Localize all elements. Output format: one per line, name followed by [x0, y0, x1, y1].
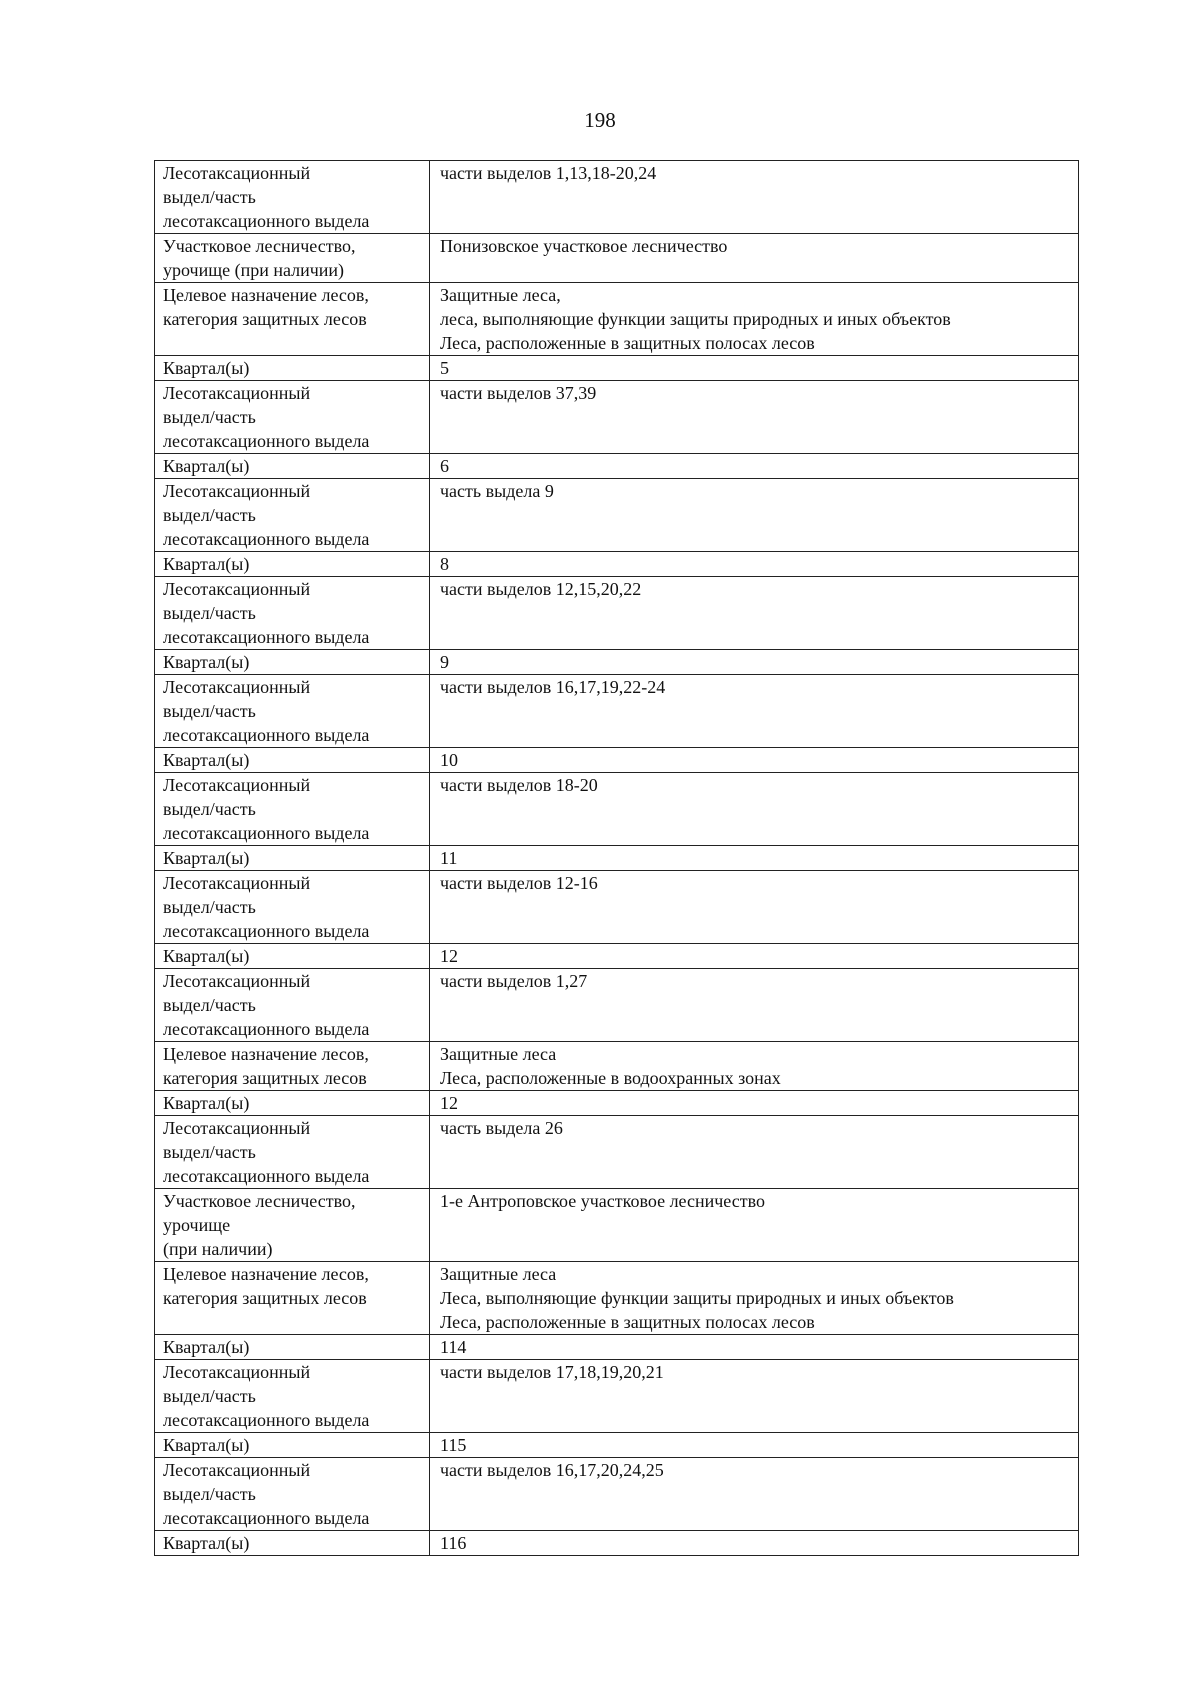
- table-body: [155, 161, 1079, 1556]
- row-value: Понизовское участковое лесничество: [430, 234, 1079, 283]
- forest-table: [154, 160, 1079, 1556]
- row-value: части выделов 12-16: [430, 871, 1079, 944]
- row-label: Лесотаксационный выдел/часть лесотаксационного выдела: [155, 381, 430, 454]
- row-label: Лесотаксационный выдел/часть лесотаксационного выдела: [155, 1360, 430, 1433]
- table-row: [155, 356, 1079, 381]
- table-row: [155, 552, 1079, 577]
- row-value: 8: [430, 552, 1079, 577]
- row-value: 11: [430, 846, 1079, 871]
- table-row: [155, 283, 1079, 356]
- row-label: Лесотаксационный выдел/часть лесотаксационного выдела: [155, 675, 430, 748]
- row-value: части выделов 1,27: [430, 969, 1079, 1042]
- table-row: [155, 969, 1079, 1042]
- table-row: [155, 1116, 1079, 1189]
- table-row: [155, 1189, 1079, 1262]
- table-row: [155, 161, 1079, 234]
- page-number: 198: [584, 108, 616, 132]
- row-label: Квартал(ы): [155, 748, 430, 773]
- table-row: [155, 479, 1079, 552]
- table-row: [155, 1531, 1079, 1556]
- row-value: 6: [430, 454, 1079, 479]
- row-label: Лесотаксационный выдел/часть лесотаксационного выдела: [155, 1116, 430, 1189]
- table-row: [155, 846, 1079, 871]
- row-value: часть выдела 9: [430, 479, 1079, 552]
- row-label: Квартал(ы): [155, 1335, 430, 1360]
- table-row: [155, 234, 1079, 283]
- row-label: Квартал(ы): [155, 356, 430, 381]
- table-row: [155, 1458, 1079, 1531]
- table-row: [155, 650, 1079, 675]
- row-value: части выделов 17,18,19,20,21: [430, 1360, 1079, 1433]
- row-value: 115: [430, 1433, 1079, 1458]
- row-value: 12: [430, 1091, 1079, 1116]
- row-label: Лесотаксационный выдел/часть лесотаксационного выдела: [155, 773, 430, 846]
- row-label: Целевое назначение лесов, категория защитных лесов: [155, 1042, 430, 1091]
- table-row: [155, 944, 1079, 969]
- row-label: Лесотаксационный выдел/часть лесотаксационного выдела: [155, 577, 430, 650]
- row-value: 12: [430, 944, 1079, 969]
- row-label: Целевое назначение лесов, категория защитных лесов: [155, 1262, 430, 1335]
- table-row: [155, 1433, 1079, 1458]
- row-label: Квартал(ы): [155, 1091, 430, 1116]
- row-label: Участковое лесничество, урочище (при наличии): [155, 1189, 430, 1262]
- row-label: Лесотаксационный выдел/часть лесотаксационного выдела: [155, 871, 430, 944]
- table-row: [155, 773, 1079, 846]
- table-row: [155, 675, 1079, 748]
- row-value: Защитные леса Леса, выполняющие функции защиты природных и иных объектов Леса, расположенные в защитных полосах лесов: [430, 1262, 1079, 1335]
- row-value: часть выдела 26: [430, 1116, 1079, 1189]
- table-row: [155, 1262, 1079, 1335]
- row-label: Квартал(ы): [155, 552, 430, 577]
- table-row: [155, 1335, 1079, 1360]
- table-row: [155, 454, 1079, 479]
- row-label: Участковое лесничество, урочище (при наличии): [155, 234, 430, 283]
- row-value: 5: [430, 356, 1079, 381]
- row-value: 10: [430, 748, 1079, 773]
- row-value: части выделов 12,15,20,22: [430, 577, 1079, 650]
- row-label: Квартал(ы): [155, 1531, 430, 1556]
- table-row: [155, 871, 1079, 944]
- row-label: Квартал(ы): [155, 650, 430, 675]
- row-value: 114: [430, 1335, 1079, 1360]
- row-value: Защитные леса Леса, расположенные в водоохранных зонах: [430, 1042, 1079, 1091]
- table-row: [155, 1042, 1079, 1091]
- row-label: Квартал(ы): [155, 846, 430, 871]
- row-label: Квартал(ы): [155, 1433, 430, 1458]
- row-value: Защитные леса, леса, выполняющие функции защиты природных и иных объектов Леса, расположенные в защитных полосах лесов: [430, 283, 1079, 356]
- row-label: Квартал(ы): [155, 454, 430, 479]
- table-row: [155, 1360, 1079, 1433]
- row-label: Лесотаксационный выдел/часть лесотаксационного выдела: [155, 479, 430, 552]
- row-label: Лесотаксационный выдел/часть лесотаксационного выдела: [155, 1458, 430, 1531]
- row-value: 1-е Антроповское участковое лесничество: [430, 1189, 1079, 1262]
- row-value: части выделов 37,39: [430, 381, 1079, 454]
- row-value: части выделов 18-20: [430, 773, 1079, 846]
- row-value: части выделов 1,13,18-20,24: [430, 161, 1079, 234]
- table-row: [155, 748, 1079, 773]
- row-value: части выделов 16,17,19,22-24: [430, 675, 1079, 748]
- row-value: части выделов 16,17,20,24,25: [430, 1458, 1079, 1531]
- row-label: Квартал(ы): [155, 944, 430, 969]
- table-row: [155, 577, 1079, 650]
- row-label: Лесотаксационный выдел/часть лесотаксационного выдела: [155, 161, 430, 234]
- table-row: [155, 381, 1079, 454]
- row-value: 116: [430, 1531, 1079, 1556]
- row-label: Целевое назначение лесов, категория защитных лесов: [155, 283, 430, 356]
- table-row: [155, 1091, 1079, 1116]
- row-label: Лесотаксационный выдел/часть лесотаксационного выдела: [155, 969, 430, 1042]
- row-value: 9: [430, 650, 1079, 675]
